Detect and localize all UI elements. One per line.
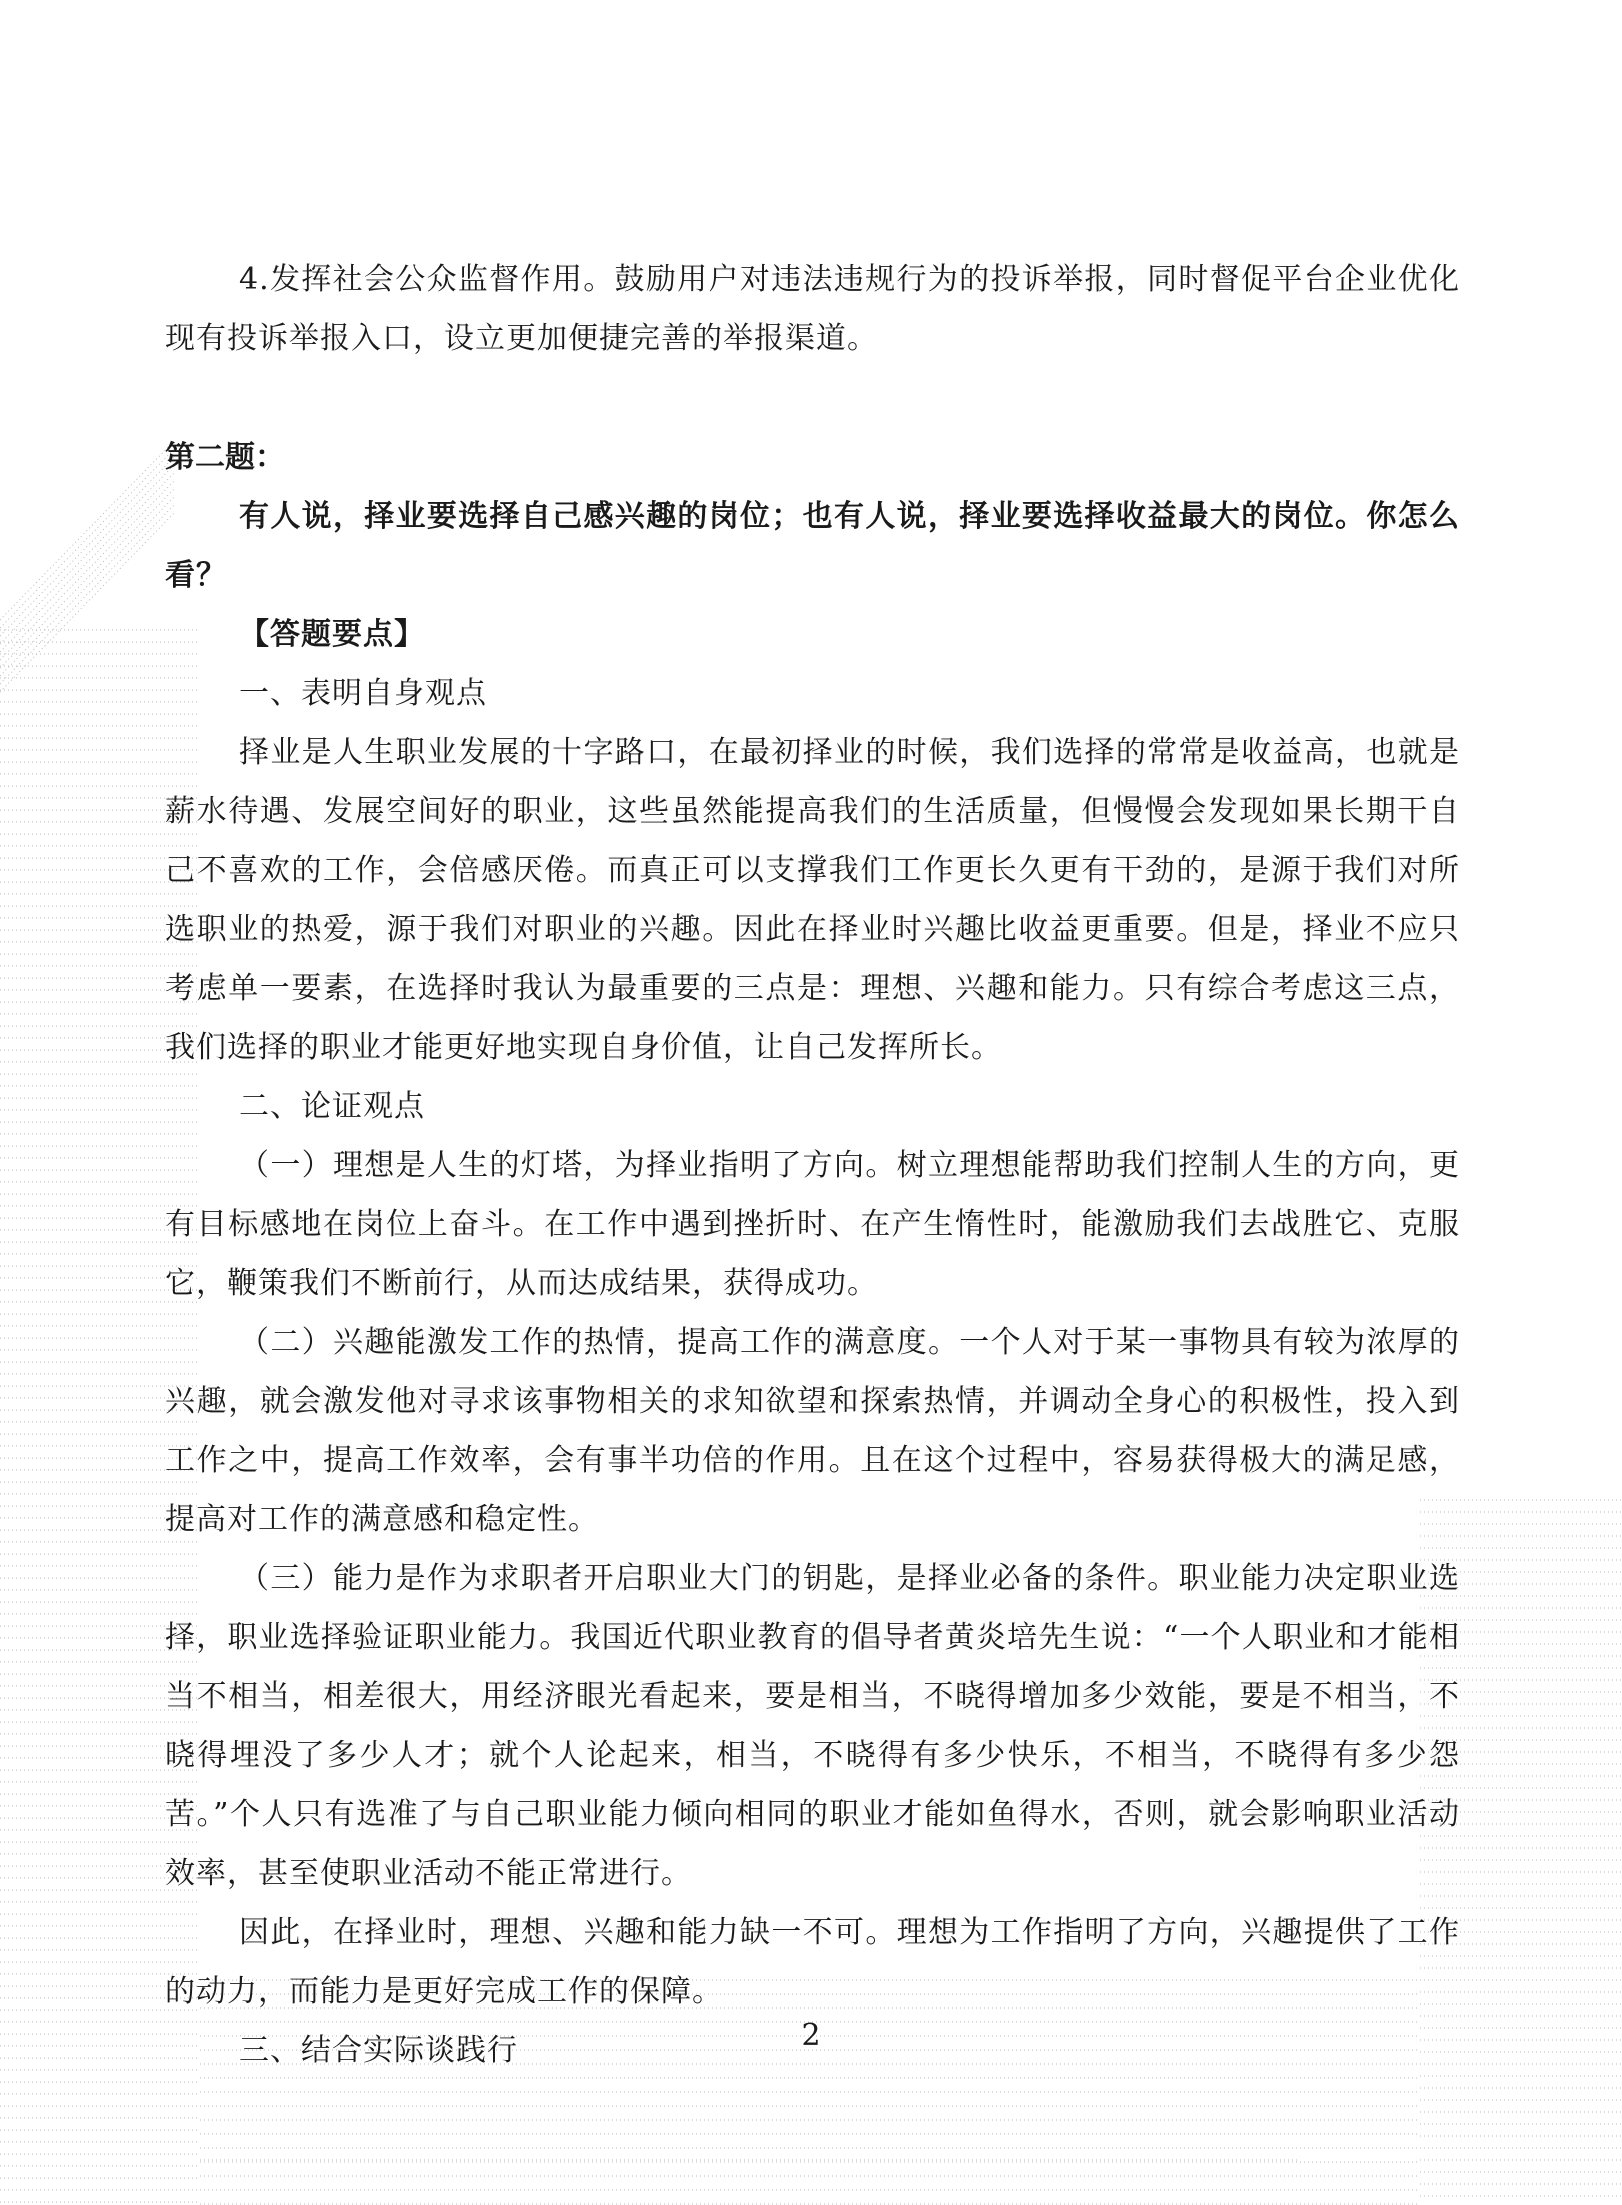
- answer-points-label: 【答题要点】: [239, 617, 425, 652]
- dot-line: [0, 464, 175, 644]
- page-number: 2: [801, 2018, 821, 2053]
- dot-line: [0, 472, 175, 652]
- question-text: 有人说，择业要选择自己感兴趣的岗位；也有人说，择业要选择收益最大的岗位。你怎么看？: [165, 499, 1460, 593]
- section-1-heading: 一、表明自身观点: [239, 676, 487, 711]
- section-2-heading: 二、论证观点: [239, 1089, 425, 1124]
- dot-line: [0, 456, 175, 636]
- dot-line: [0, 488, 175, 668]
- dot-line: [0, 480, 175, 660]
- point-1-paragraph: （一）理想是人生的灯塔，为择业指明了方向。树立理想能帮助我们控制人生的方向，更有目标感地在岗位上奋斗。在工作中遇到挫折时、在产生惰性时，能激励我们去战胜它、克服它，鞭策我们不断前行，从而达成结果，获得成功。: [165, 1148, 1460, 1301]
- point-3-paragraph: （三）能力是作为求职者开启职业大门的钥匙，是择业必备的条件。职业能力决定职业选择，职业选择验证职业能力。我国近代职业教育的倡导者黄炎培先生说：“一个人职业和才能相当不相当，相差很大，用经济眼光看起来，要是相当，不晓得增加多少效能，要是不相当，不晓得埋没了多少人才；就个人论起来，相当，不晓得有多少快乐，不相当，不晓得有多少怨苦。”个人只有选准了与自己职业能力倾向相同的职业才能如鱼得水，否则，就会影响职业活动效率，甚至使职业活动不能正常进行。: [165, 1561, 1460, 1891]
- point-2-paragraph: （二）兴趣能激发工作的热情，提高工作的满意度。一个人对于某一事物具有较为浓厚的兴趣，就会激发他对寻求该事物相关的求知欲望和探索热情，并调动全身心的积极性，投入到工作之中，提高工作效率，会有事半功倍的作用。且在这个过程中，容易获得极大的满足感，提高对工作的满意感和稳定性。: [165, 1325, 1460, 1537]
- dot-line: [0, 496, 175, 676]
- section-1-body: 择业是人生职业发展的十字路口，在最初择业的时候，我们选择的常常是收益高，也就是薪水待遇、发展空间好的职业，这些虽然能提高我们的生活质量，但慢慢会发现如果长期干自己不喜欢的工作，会倍感厌倦。而真正可以支撑我们工作更长久更有干劲的，是源于我们对所选职业的热爱，源于我们对职业的兴趣。因此在择业时兴趣比收益更重要。但是，择业不应只考虑单一要素，在选择时我认为最重要的三点是：理想、兴趣和能力。只有综合考虑这三点，我们选择的职业才能更好地实现自身价值，让自己发挥所长。: [165, 735, 1460, 1065]
- dot-line: [0, 512, 175, 692]
- section-3-heading: 三、结合实际谈践行: [239, 2033, 518, 2068]
- dot-line: [0, 440, 175, 620]
- document-page: [165, 250, 1460, 2080]
- conclusion-paragraph: 因此，在择业时，理想、兴趣和能力缺一不可。理想为工作指明了方向，兴趣提供了工作的动力，而能力是更好完成工作的保障。: [165, 1915, 1460, 2009]
- question-heading: 第二题：: [165, 440, 285, 475]
- dot-line: [0, 504, 175, 684]
- dot-line: [0, 448, 175, 628]
- item-4-paragraph: 4.发挥社会公众监督作用。鼓励用户对违法违规行为的投诉举报，同时督促平台企业优化现有投诉举报入口，设立更加便捷完善的举报渠道。: [165, 262, 1460, 356]
